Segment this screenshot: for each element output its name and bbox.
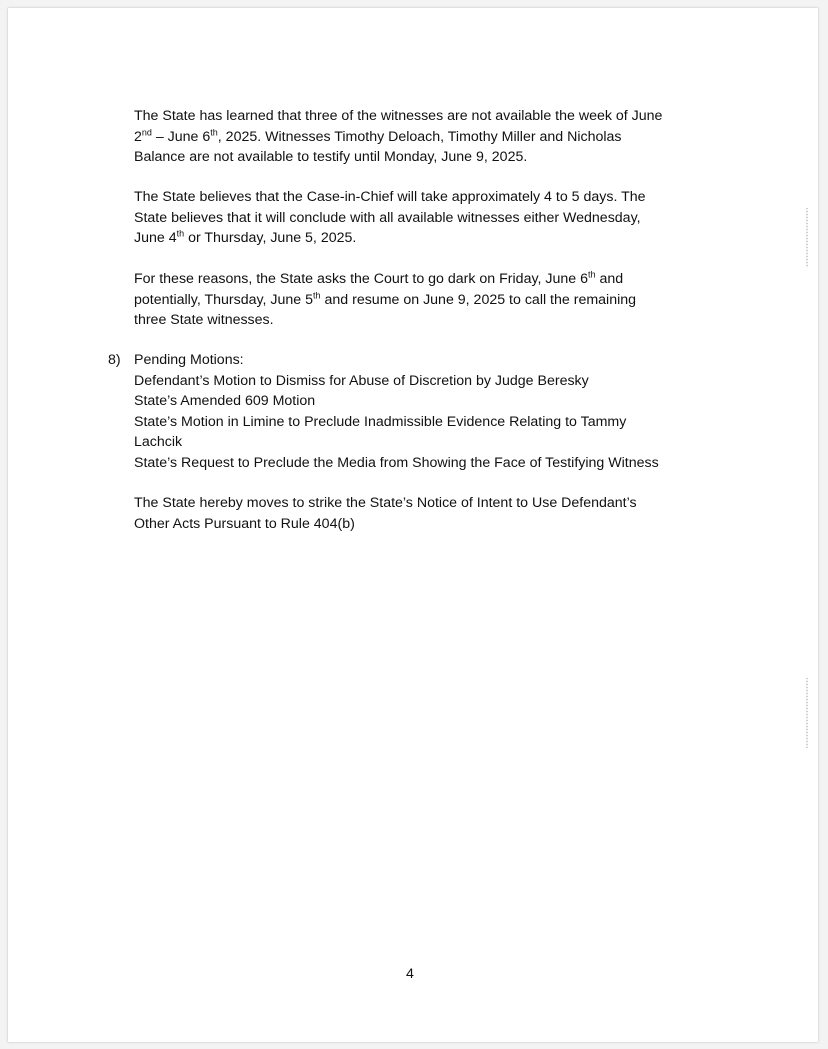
text-line: State believes that it will conclude with all available witnesses either Wednesday, xyxy=(134,209,641,226)
superscript: th xyxy=(176,228,185,239)
text-line: The State has learned that three of the witnesses are not available the week of June xyxy=(134,108,663,124)
paragraph-go-dark-request xyxy=(134,269,724,331)
text-line: potentially, Thursday, June 5 xyxy=(134,291,314,308)
scan-edge-mark xyxy=(806,678,808,748)
superscript: th xyxy=(313,289,321,300)
text-line: three State witnesses. xyxy=(134,312,274,328)
text-line: – June 6 xyxy=(151,128,211,145)
scan-edge-mark xyxy=(806,208,808,268)
text-line: 2 xyxy=(134,128,142,145)
paragraph-witness-availability xyxy=(134,106,724,168)
motion-item: Lachcik xyxy=(134,434,183,450)
text-line: For these reasons, the State asks the Court to go dark on Friday, June 6 xyxy=(134,271,588,287)
section-heading: Pending Motions: xyxy=(134,352,244,368)
motion-item: State’s Motion in Limine to Preclude Inadmissible Evidence Relating to Tammy xyxy=(134,413,627,430)
text-line: June 4 xyxy=(134,230,177,246)
motion-item: State’s Request to Preclude the Media from Showing the Face of Testifying Witness xyxy=(134,454,659,471)
text-line: The State believes that the Case-in-Chief will take approximately 4 to 5 days. The xyxy=(134,189,646,205)
superscript: nd xyxy=(141,126,152,137)
paragraph-case-in-chief xyxy=(134,187,724,249)
text-line: or Thursday, June 5, 2025. xyxy=(184,230,357,246)
superscript: th xyxy=(587,269,596,280)
motion-item: State’s Amended 609 Motion xyxy=(134,393,316,409)
text-line: and xyxy=(595,271,624,287)
text-line: , 2025. Witnesses Timothy Deloach, Timothy Miller and Nicholas xyxy=(217,128,622,145)
text-line: The State hereby moves to strike the State’s Notice of Intent to Use Defendant’s xyxy=(134,495,637,511)
text-line: and resume on June 9, 2025 to call the remaining xyxy=(320,291,637,308)
paragraph-strike-notice xyxy=(134,493,724,534)
item-number: 8) xyxy=(108,352,121,368)
motion-item: Defendant’s Motion to Dismiss for Abuse of Discretion by Judge Beresky xyxy=(134,372,589,389)
page-number: 4 xyxy=(406,966,414,982)
pending-motions-list xyxy=(134,350,728,473)
superscript: th xyxy=(210,126,218,137)
text-line: Other Acts Pursuant to Rule 404(b) xyxy=(134,515,355,532)
text-line: Balance are not available to testify until Monday, June 9, 2025. xyxy=(134,149,528,165)
